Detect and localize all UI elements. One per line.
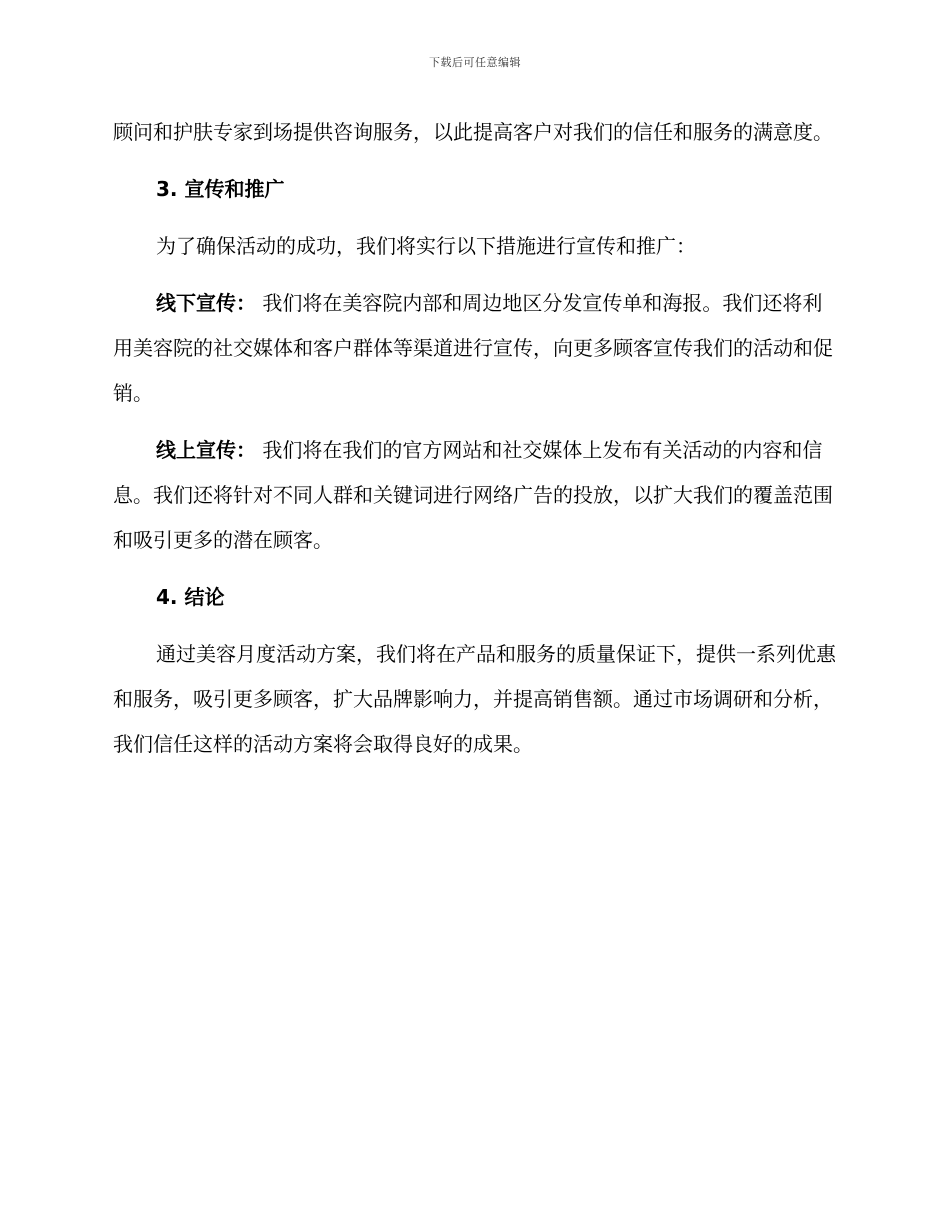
- section-3-heading: 3. 宣传和推广: [156, 177, 285, 201]
- section-3-intro: 为了确保活动的成功，我们将实行以下措施进行宣传和推广：: [156, 234, 696, 258]
- header-note: 下载后可任意编辑: [429, 56, 521, 69]
- offline-promotion-label: 线下宣传：: [156, 291, 256, 315]
- online-promotion-text: 我们将在我们的官方网站和社交媒体上发布有关活动的内容和信息。我们还将针对不同人群和关键词进行网络广告的投放，以扩大我们的覆盖范围和吸引更多的潜在顾客。: [113, 438, 833, 552]
- offline-promotion-text: 我们将在美容院内部和周边地区分发宣传单和海报。我们还将利用美容院的社交媒体和客户群体等渠道进行宣传，向更多顾客宣传我们的活动和促销。: [113, 291, 833, 405]
- section-4-heading: 4. 结论: [156, 585, 225, 609]
- document-body: [113, 110, 837, 779]
- online-promotion-paragraph: [113, 428, 837, 563]
- paragraph-continued: 顾问和护肤专家到场提供咨询服务，以此提高客户对我们的信任和服务的满意度。: [113, 120, 833, 144]
- offline-promotion-paragraph: [113, 281, 837, 416]
- conclusion-paragraph: 通过美容月度活动方案，我们将在产品和服务的质量保证下，提供一系列优惠和服务，吸引更多顾客，扩大品牌影响力，并提高销售额。通过市场调研和分析，我们信任这样的活动方案将会取得良好的成果。: [113, 642, 836, 756]
- online-promotion-label: 线上宣传：: [156, 438, 256, 462]
